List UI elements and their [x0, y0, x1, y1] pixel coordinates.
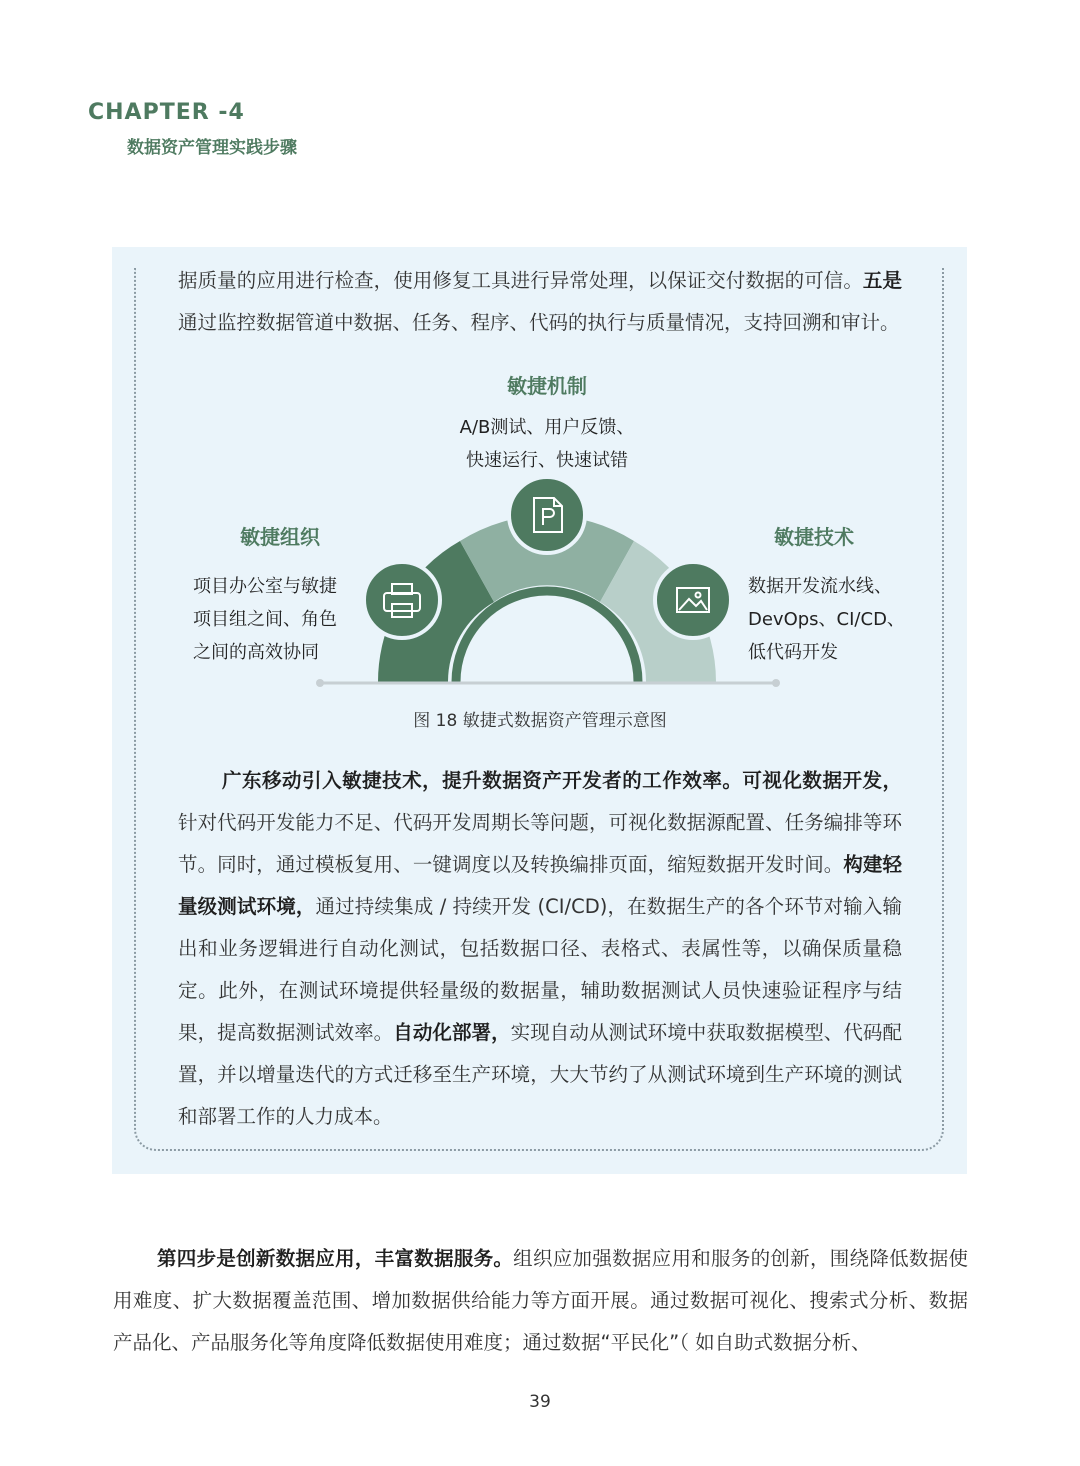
left-line-1: 项目办公室与敏捷	[193, 576, 337, 597]
top-title: 敏捷机制	[507, 374, 587, 398]
right-icon-circle	[655, 562, 731, 638]
intro-text-2: 通过监控数据管道中数据、任务、程序、代码的执行与质量情况，支持回溯和审计。	[178, 311, 900, 334]
top-icon-circle	[509, 477, 585, 553]
page-number: 39	[529, 1392, 551, 1412]
right-title: 敏捷技术	[774, 525, 854, 549]
top-line-2: 快速运行、快速试错	[466, 450, 628, 471]
case-bold-1: 广东移动引入敏捷技术，提升数据资产开发者的工作效率。可视化数据开发，	[222, 769, 902, 792]
left-icon-circle	[364, 562, 440, 638]
agile-diagram	[160, 360, 920, 700]
case-text-3: 实现自动从测试环境中获取数据模型、代码配置，并以增量迭代的方式迁移至生产环境，大大节约了从测试环境到生产环境的测试和部署工作的人力成本。	[178, 1021, 902, 1128]
case-text-1: 针对代码开发能力不足、代码开发周期长等问题，可视化数据源配置、任务编排等环节。同时，通过模板复用、一键调度以及转换编排页面，缩短数据开发时间。	[178, 811, 902, 876]
case-bold-2: 构建轻量级测试环境，	[178, 853, 902, 918]
case-bold-3: 自动化部署，	[393, 1021, 511, 1044]
step4-text: 组织应加强数据应用和服务的创新，围绕降低数据使用难度、扩大数据覆盖范围、增加数据供给能力等方面开展。通过数据可视化、搜索式分析、数据产品化、产品服务化等角度降低数据使用难度；通过数据“平民化”（ 如自助式数据分析、	[113, 1247, 968, 1354]
step4-bold: 第四步是创新数据应用，丰富数据服务。	[157, 1247, 514, 1270]
intro-paragraph	[178, 260, 902, 344]
baseline-dot-right	[772, 679, 780, 687]
figure-caption: 图 18 敏捷式数据资产管理示意图	[413, 711, 667, 731]
top-line-1: A/B测试、用户反馈、	[459, 417, 635, 438]
left-line-2: 项目组之间、角色	[193, 609, 337, 630]
right-line-2: DevOps、CI/CD、	[748, 609, 905, 630]
intro-text-1: 据质量的应用进行检查，使用修复工具进行异常处理，以保证交付数据的可信。	[178, 269, 863, 292]
case-paragraph	[178, 760, 902, 1138]
case-text-2: 通过持续集成 / 持续开发 (CI/CD)，在数据生产的各个环节对输入输出和业务逻辑进行自动化测试，包括数据口径、表格式、表属性等，以确保质量稳定。此外，在测试环境提供轻量级的数据量，辅助数据测试人员快速验证程序与结果，提高数据测试效率。	[178, 895, 902, 1044]
baseline-dot-left	[316, 679, 324, 687]
left-title: 敏捷组织	[240, 525, 320, 549]
chapter-subtitle: 数据资产管理实践步骤	[127, 138, 297, 158]
intro-bold-1: 五是	[862, 269, 902, 292]
chapter-heading: CHAPTER -4	[88, 100, 245, 125]
right-line-1: 数据开发流水线、	[748, 576, 892, 597]
step4-paragraph	[113, 1238, 968, 1364]
left-line-3: 之间的高效协同	[193, 642, 319, 663]
right-line-3: 低代码开发	[748, 642, 838, 663]
